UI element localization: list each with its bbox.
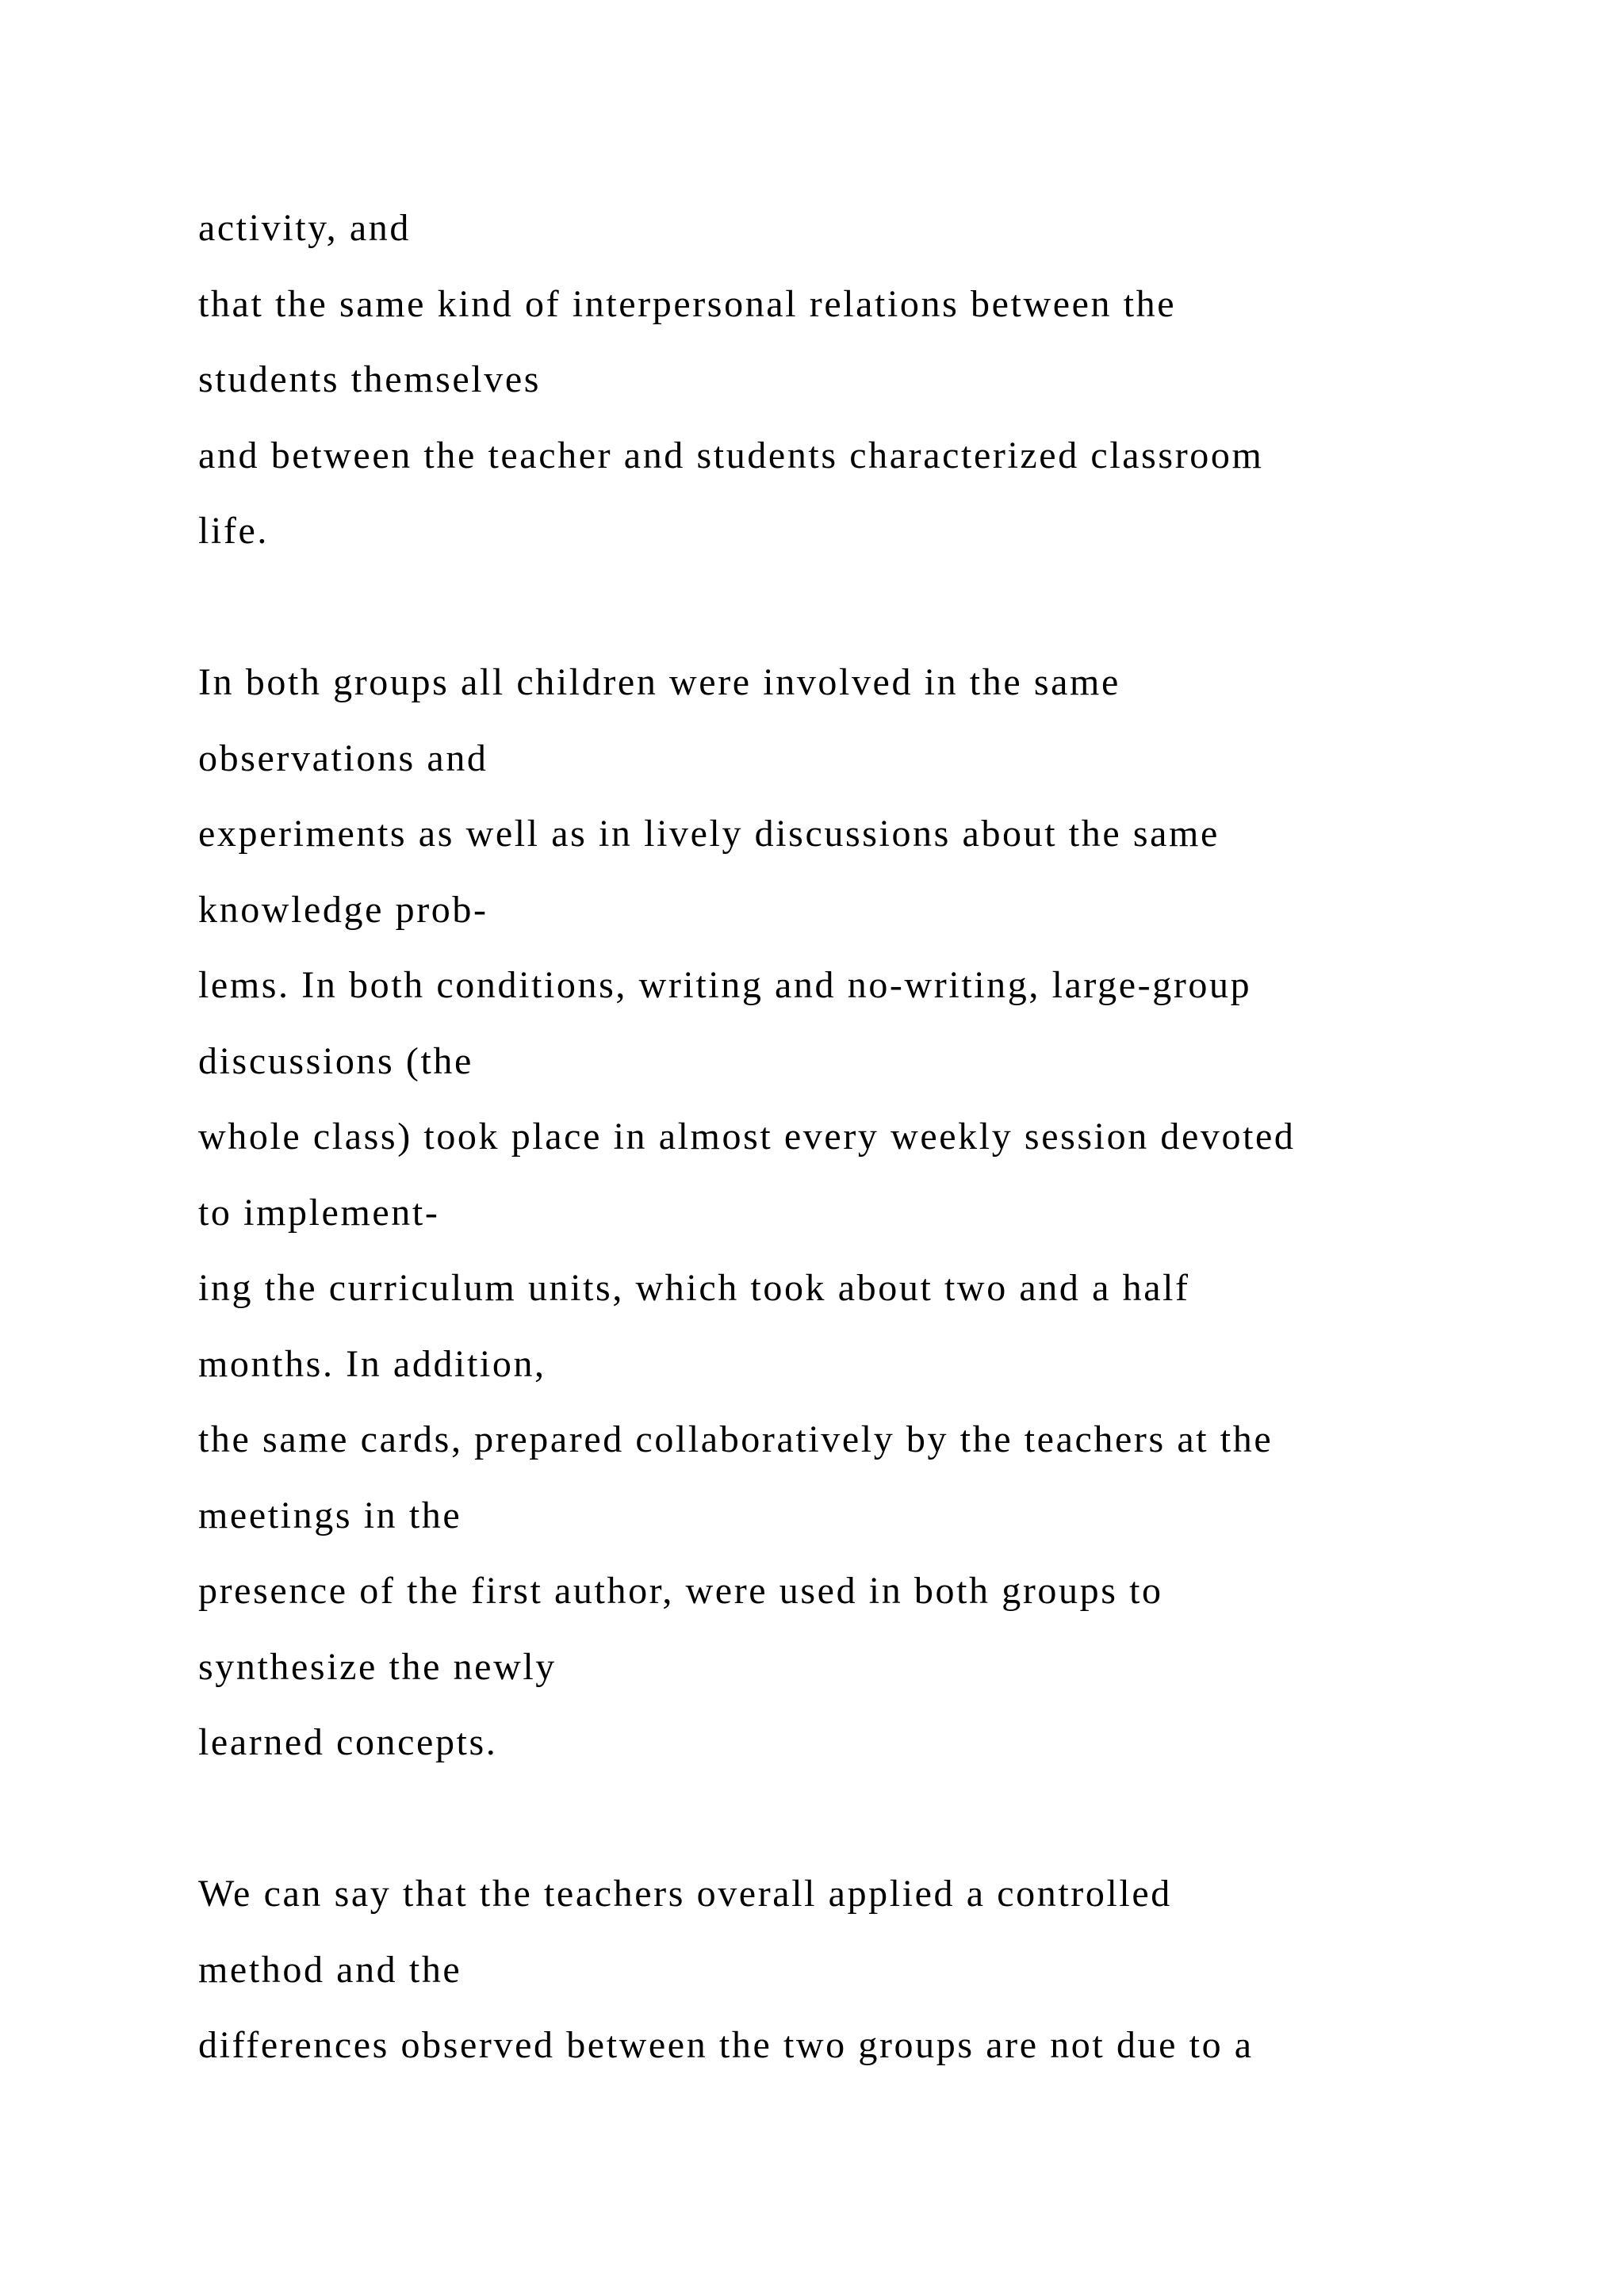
text-line: We can say that the teachers overall applied a controlled — [198, 1873, 1172, 1915]
text-line: presence of the first author, were used in both groups to — [198, 1570, 1163, 1612]
paragraph-break — [198, 569, 1546, 645]
text-line: synthesize the newly — [198, 1645, 557, 1688]
text-line: experiments as well as in lively discussions about the same — [198, 813, 1220, 855]
text-line: life. — [198, 510, 269, 552]
text-line: students themselves — [198, 358, 542, 400]
text-line: that the same kind of interpersonal relations between the — [198, 282, 1177, 325]
text-line: months. In addition, — [198, 1342, 546, 1385]
text-line: activity, and — [198, 207, 411, 249]
text-line: meetings in the — [198, 1494, 462, 1536]
text-line: to implement- — [198, 1191, 440, 1234]
text-line: In both groups all children were involved in the same — [198, 661, 1120, 703]
text-line: and between the teacher and students characterized classroom — [198, 434, 1264, 476]
text-line: learned concepts. — [198, 1721, 498, 1763]
text-line: observations and — [198, 737, 488, 779]
text-line: method and the — [198, 1948, 462, 1991]
text-line: differences observed between the two groups are not due to a — [198, 2024, 1254, 2066]
text-line: ing the curriculum units, which took about two and a half — [198, 1267, 1190, 1309]
text-line: discussions (the — [198, 1039, 473, 1082]
paragraph-break — [198, 1781, 1546, 1857]
text-line: knowledge prob- — [198, 888, 488, 931]
text-line: the same cards, prepared collaboratively by the teachers at the — [198, 1418, 1274, 1460]
document-body — [198, 190, 1546, 2084]
text-line: whole class) took place in almost every weekly session devoted — [198, 1115, 1296, 1158]
text-line: lems. In both conditions, writing and no-writing, large-group — [198, 964, 1252, 1006]
